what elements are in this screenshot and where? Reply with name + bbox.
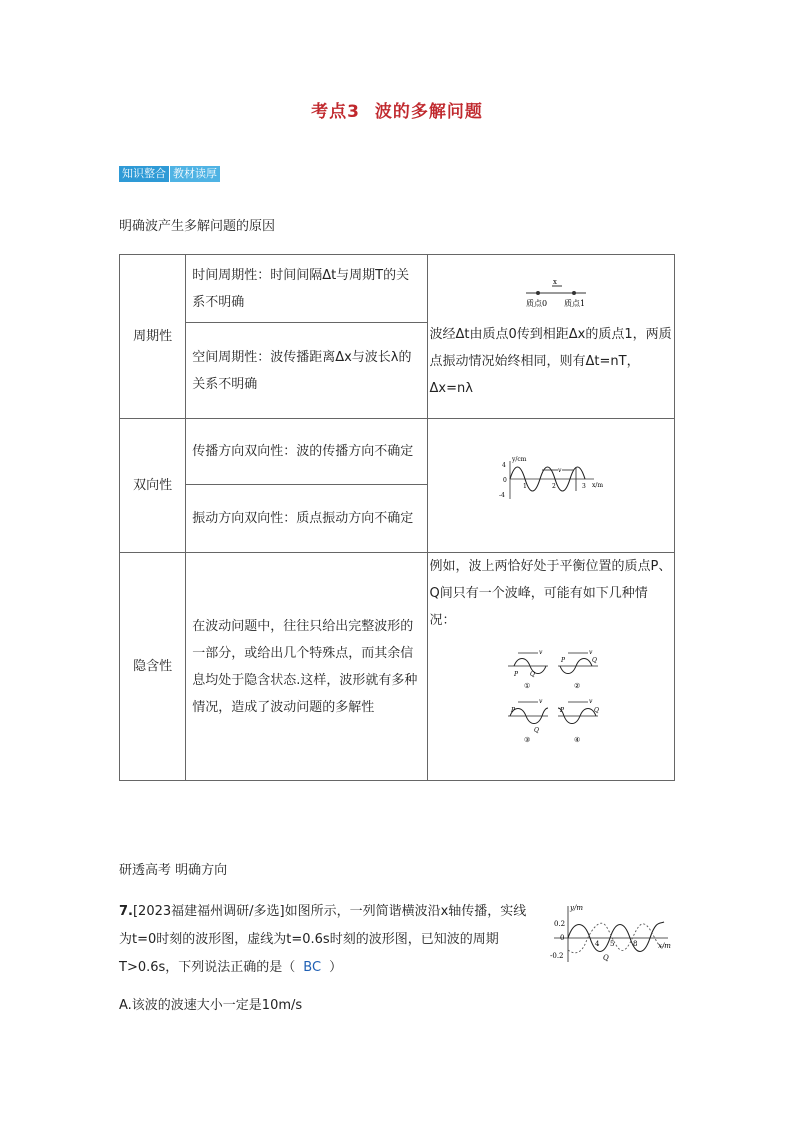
pq2-num: ②	[573, 682, 580, 690]
cat-bidirectional: 双向性	[120, 419, 186, 553]
option-a: A.该波的波速大小一定是10m/s	[119, 998, 303, 1013]
q-xtick-5: 5	[610, 940, 615, 948]
section-heading-1: 明确波产生多解问题的原因	[119, 219, 276, 234]
pq1-num: ①	[523, 682, 530, 690]
wave-v-label: v	[557, 466, 562, 474]
title-prefix: 考点3	[311, 102, 360, 122]
q-ytick-0: 0	[560, 934, 565, 942]
wave-ytick-0: 0	[502, 476, 507, 484]
badge-right: 教材读厚	[169, 166, 220, 182]
pq-case-4	[558, 698, 599, 744]
pq3-num: ③	[523, 736, 530, 744]
wave-graph-cell	[427, 419, 674, 553]
question-wave-graph	[546, 902, 674, 966]
question-source: [2023福建福州调研/多选]	[132, 904, 285, 919]
section-badge	[119, 166, 220, 182]
hidden-example-text: 例如，波上两恰好处于平衡位置的质点P、Q间只有一个波峰，可能有如下几种情况：	[429, 559, 672, 628]
wave-x-label: x/m	[591, 481, 603, 489]
pq2-v: v	[588, 649, 592, 656]
pq4-p: P	[559, 707, 564, 714]
page-title	[0, 97, 794, 122]
pq1-q: Q	[529, 671, 535, 678]
pq1-v: v	[538, 649, 542, 656]
periodic-explanation: 波经Δt由质点0传到相距Δx的质点1，两质点振动情况始终相同，则有Δt=nT，Δx=nλ	[429, 327, 672, 396]
q-ytick-0.2: 0.2	[554, 920, 566, 928]
pq2-q: Q	[591, 657, 597, 664]
question-number: 7.	[119, 904, 133, 919]
section-heading-2: 研透高考 明确方向	[119, 863, 228, 878]
pq2-p: P	[560, 657, 565, 664]
pq-waveforms	[430, 642, 664, 748]
question-text: 如图所示，一列简谐横波沿x轴传播，实线为t=0时刻的波形图，虚线为t=0.6s时刻的波形图，已知波的周期T>0.6s，下列说法正确的是（	[119, 904, 527, 975]
pq4-q: Q	[593, 707, 599, 714]
badge-left: 知识整合	[119, 166, 169, 182]
periodic-explanation-cell	[427, 255, 674, 419]
pq3-q: Q	[533, 727, 539, 734]
title-text: 波的多解问题	[374, 102, 483, 122]
wave-ytick-4: 4	[501, 461, 506, 469]
q-y-label: y/m	[570, 904, 583, 912]
question-close: ）	[329, 960, 343, 975]
pq-case-3	[508, 698, 548, 744]
pq4-v: v	[588, 698, 592, 705]
particle-0-label: 质点0	[525, 299, 547, 308]
wave-xtick-1: 1	[522, 482, 527, 490]
reasons-table	[119, 254, 675, 781]
pq4-num: ④	[573, 736, 580, 744]
pq1-p: P	[513, 671, 518, 678]
time-periodic: 时间周期性：时间间隔Δt与周期T的关系不明确	[186, 255, 427, 323]
wave-xtick-3: 3	[581, 482, 586, 490]
particle-diagram	[434, 275, 668, 315]
space-periodic: 空间周期性：波传播距离Δx与波长λ的关系不明确	[186, 323, 427, 419]
vibration-bidirectional: 振动方向双向性：质点振动方向不确定	[186, 485, 427, 553]
particle-1-label: 质点1	[563, 299, 585, 308]
q-ytick-neg0.2: -0.2	[550, 952, 564, 960]
particle-1-dot	[572, 291, 576, 295]
question-7	[119, 898, 539, 982]
question-answer: BC	[303, 960, 322, 975]
pq3-v: v	[538, 698, 542, 705]
wave-graph	[496, 455, 606, 507]
hidden-example-cell	[427, 553, 674, 781]
pq-case-1	[508, 649, 548, 690]
propagation-bidirectional: 传播方向双向性：波的传播方向不确定	[186, 419, 427, 485]
cat-hidden: 隐含性	[120, 553, 186, 781]
particle-x-label: x	[552, 278, 557, 286]
cat-periodic: 周期性	[120, 255, 186, 419]
particle-0-dot	[536, 291, 540, 295]
wave-ytick-neg4: -4	[498, 491, 505, 499]
pq3-p: P	[510, 707, 515, 714]
q-point-q: Q	[603, 954, 609, 962]
q-xtick-4: 4	[595, 940, 600, 948]
hidden-description: 在波动问题中，往往只给出完整波形的一部分，或给出几个特殊点，而其余信息均处于隐含状态.这样，波形就有多种情况，造成了波动问题的多解性	[186, 553, 427, 781]
q-solid-wave	[568, 922, 664, 952]
q-x-label: x/m	[658, 942, 671, 950]
pq-case-2	[558, 649, 598, 690]
q-xtick-8: 8	[633, 940, 638, 948]
wave-xtick-2: 2	[551, 482, 556, 490]
wave-y-label: y/cm	[511, 455, 527, 463]
